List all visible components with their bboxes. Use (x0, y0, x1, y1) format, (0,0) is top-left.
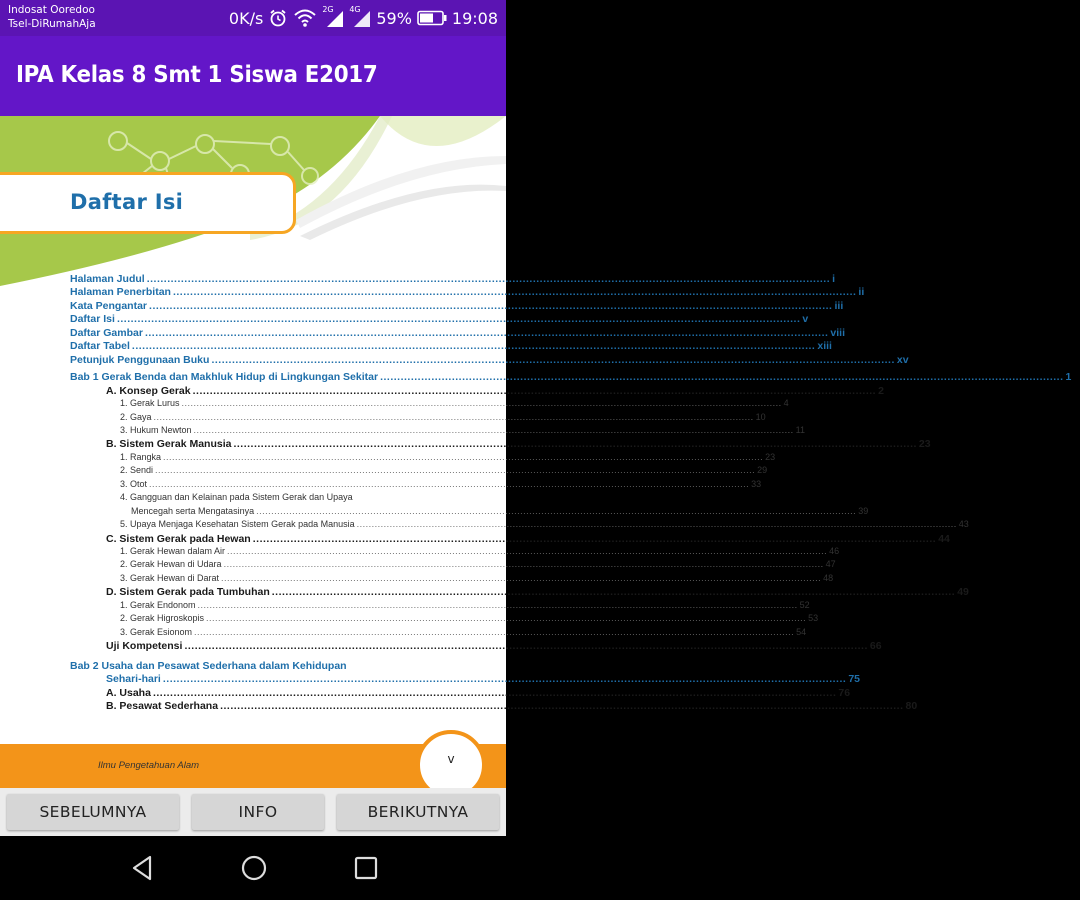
toc-entry-label: 5. Upaya Menjaga Kesehatan Sistem Gerak pada Manusia (120, 519, 355, 530)
toc-leader-dots: ........................................................................................................................................................................................................ (233, 438, 917, 451)
toc-entry (70, 660, 446, 672)
toc-entry-label: A. Usaha (106, 686, 151, 699)
toc-leader-dots: ........................................................................................................................................................................................................ (193, 424, 794, 435)
info-button[interactable]: INFO (192, 794, 324, 830)
system-nav-bar (0, 836, 506, 900)
sim2-network-type: 4G (349, 5, 361, 14)
page-heading: Daftar Isi (70, 190, 184, 214)
toc-entry (106, 700, 918, 712)
clock: 19:08 (451, 8, 498, 28)
toc-entry-page: 39 (858, 505, 869, 516)
toc-entry-page: ii (858, 286, 865, 299)
toc-entry (120, 451, 776, 462)
navigation-buttons (0, 788, 506, 836)
app-title: IPA Kelas 8 Smt 1 Siswa E2017 (16, 62, 378, 88)
toc-leader-dots: ........................................................................................................................................................................................................ (155, 465, 756, 476)
toc-entry-label: Bab 2 Usaha dan Pesawat Sederhana dalam Kehidupan (70, 659, 347, 672)
toc-entry-page: i (832, 273, 836, 285)
toc-leader-dots: ........................................................................................................................................................................................................ (223, 559, 824, 570)
wifi-icon (293, 8, 317, 28)
back-icon[interactable] (126, 852, 158, 884)
toc-leader-dots: ........................................................................................................................................................................................................ (227, 546, 828, 556)
toc-entry-page: viii (830, 326, 845, 339)
recents-icon[interactable] (350, 852, 382, 884)
toc-leader-dots: ........................................................................................................................................................................................................ (162, 673, 847, 685)
toc-leader-dots: ........................................................................................................................................................................................................ (206, 613, 807, 624)
toc-leader-dots: ........................................................................................................................................................................................................ (153, 411, 754, 422)
toc-entry-page: 49 (957, 586, 969, 599)
toc-entry-label: D. Sistem Gerak pada Tumbuhan (106, 586, 270, 599)
toc-entry-label: Bab 1 Gerak Benda dan Makhluk Hidup di Lingkungan Sekitar (70, 371, 379, 384)
toc-leader-dots: ........................................................................................................................................................................................................ (131, 340, 816, 353)
toc-entry-page: 44 (938, 532, 950, 545)
signal-icon-sim1 (322, 5, 344, 28)
toc-entry (120, 599, 810, 610)
toc-entry (120, 411, 766, 422)
toc-leader-dots: ........................................................................................................................................................................................................ (149, 299, 833, 312)
toc-entry (70, 299, 844, 312)
toc-entry (106, 640, 882, 653)
toc-entry-page: 76 (838, 686, 851, 699)
toc-entry-page: 53 (808, 613, 819, 624)
toc-leader-dots: ........................................................................................................................................................................................................ (220, 700, 904, 712)
toc-entry (70, 286, 865, 299)
toc-entry-page: 2 (878, 384, 884, 397)
toc-leader-dots: ........................................................................................................................................................................................................ (271, 586, 956, 599)
toc-entry-label: Daftar Gambar (70, 326, 143, 339)
toc-leader-dots: ........................................................................................................................................................................................................ (181, 398, 782, 409)
toc-entry-label: Daftar Tabel (70, 340, 130, 353)
toc-leader-dots: ........................................................................................................................................................................................................ (192, 384, 877, 397)
toc-entry-page: 47 (825, 559, 836, 570)
toc-entry-page: 52 (799, 599, 810, 610)
toc-entry-label: Sehari-hari (106, 673, 161, 685)
toc-leader-dots: ........................................................................................................................................................................................................ (116, 313, 801, 326)
toc-entry (120, 559, 836, 570)
toc-entry-label: Kata Pengantar (70, 299, 148, 312)
battery-icon (417, 10, 447, 26)
toc-entry (70, 340, 832, 353)
toc-entry-label: Petunjuk Penggunaan Buku (70, 353, 210, 366)
toc-entry (106, 532, 950, 545)
toc-entry-page: 80 (905, 700, 918, 712)
toc-entry-label: Daftar Isi (70, 313, 115, 326)
toc-entry (106, 673, 860, 685)
toc-entry-page: v (802, 313, 809, 326)
toc-entry (120, 572, 834, 583)
toc-entry (120, 465, 768, 476)
signal-icon-sim2 (349, 5, 371, 28)
toc-entry-label: Mencegah serta Mengatasinya (131, 505, 255, 516)
toc-entry-label: 3. Gerak Hewan di Darat (120, 572, 220, 583)
next-button[interactable]: BERIKUTNYA (337, 794, 499, 830)
toc-entry-page: 75 (848, 673, 860, 685)
battery-percent: 59% (376, 8, 412, 28)
toc-entry-label: B. Sistem Gerak Manusia (106, 438, 232, 451)
toc-entry (106, 586, 969, 599)
toc-entry (120, 613, 819, 624)
toc-leader-dots: ........................................................................................................................................................................................................ (194, 626, 795, 637)
toc-leader-dots: ........................................................................................................................................................................................................ (221, 572, 822, 583)
toc-entry (70, 273, 836, 285)
toc-entry-label: Halaman Judul (70, 273, 145, 285)
net-speed: 0K/s (228, 8, 264, 28)
toc-entry-label: 1. Gerak Endonom (120, 599, 196, 610)
toc-entry-page: 54 (796, 626, 807, 637)
sim1-network-type: 2G (322, 5, 334, 14)
toc-entry-page: 33 (751, 478, 762, 489)
app-bar (0, 36, 506, 116)
toc-leader-dots: ........................................................................................................................................................................................................ (356, 519, 957, 530)
toc-entry-label: B. Pesawat Sederhana (106, 700, 219, 712)
toc-leader-dots: ........................................................................................................................................................................................................ (152, 686, 837, 699)
toc-entry (120, 478, 762, 489)
toc-entry-page: 1 (1065, 371, 1072, 384)
toc-entry (70, 313, 809, 326)
toc-entry-page: iii (834, 299, 844, 312)
toc-entry-page: 43 (958, 519, 969, 530)
status-bar (0, 0, 506, 36)
toc-entry-label: 1. Gerak Lurus (120, 398, 180, 409)
carrier-info (8, 3, 96, 31)
toc-leader-dots: ........................................................................................................................................................................................................ (211, 353, 895, 366)
toc-entry (106, 384, 884, 397)
footer-book-title: Ilmu Pengetahuan Alam (98, 760, 200, 771)
toc-entry-label: 3. Gerak Esionom (120, 626, 193, 637)
toc-entry-label: 1. Gerak Hewan dalam Air (120, 546, 226, 556)
toc-entry (131, 505, 869, 516)
toc-leader-dots: ........................................................................................................................................................................................................ (149, 478, 750, 489)
toc-entry-page: 66 (869, 640, 882, 653)
toc-entry (70, 371, 1072, 384)
toc-leader-dots: ........................................................................................................................................................................................................ (252, 532, 937, 545)
toc-entry-label: 4. Gangguan dan Kelainan pada Sistem Gerak dan Upaya (120, 492, 353, 503)
toc-leader-dots: ........................................................................................................................................................................................................ (380, 371, 1064, 384)
toc-entry (120, 626, 807, 637)
toc-entry (120, 492, 446, 502)
toc-entry-label: 2. Gerak Hewan di Udara (120, 559, 222, 570)
toc-entry (120, 424, 805, 435)
toc-entry-label: C. Sistem Gerak pada Hewan (106, 532, 251, 545)
page-number: v (447, 752, 455, 766)
toc-leader-dots: ........................................................................................................................................................................................................ (163, 451, 764, 462)
toc-entry-page: 46 (829, 546, 840, 556)
previous-button[interactable]: SEBELUMNYA (7, 794, 179, 830)
toc-entry-label: 1. Rangka (120, 451, 162, 462)
toc-entry-label: 2. Gerak Higroskopis (120, 613, 205, 624)
toc-leader-dots: ........................................................................................................................................................................................................ (146, 273, 831, 285)
alarm-icon (268, 8, 288, 28)
status-icons (229, 7, 498, 29)
toc-entry-page: 4 (783, 398, 789, 409)
toc-entry-page: xiii (817, 340, 832, 353)
toc-entry (70, 353, 909, 366)
toc-entry-label: 3. Otot (120, 478, 148, 489)
carrier-line-2: Tsel-DiRumahAja (8, 18, 96, 30)
toc-leader-dots: ........................................................................................................................................................................................................ (172, 286, 857, 299)
toc-entry-page: 29 (757, 465, 768, 476)
toc-entry (120, 519, 969, 530)
toc-entry (120, 546, 840, 556)
toc-leader-dots: ........................................................................................................................................................................................................ (144, 326, 829, 339)
toc-entry (120, 398, 789, 409)
toc-entry-label: A. Konsep Gerak (106, 384, 191, 397)
toc-entry-page: 11 (795, 424, 805, 435)
book-page[interactable] (0, 116, 1072, 788)
toc-leader-dots: ........................................................................................................................................................................................................ (256, 505, 857, 516)
toc-entry (106, 438, 931, 451)
toc-entry-page: 10 (755, 411, 766, 422)
toc-entry-label: Uji Kompetensi (106, 640, 183, 653)
toc-entry-page: 48 (823, 572, 834, 583)
toc-entry (70, 326, 845, 339)
toc-entry-label: 2. Gaya (120, 411, 152, 422)
toc-entry (106, 686, 851, 699)
toc-entry-label: 2. Sendi (120, 465, 154, 476)
toc-entry-label: Halaman Penerbitan (70, 286, 171, 299)
toc-entry-label: 3. Hukum Newton (120, 424, 192, 435)
toc-entry-page: xv (896, 353, 909, 366)
toc-leader-dots: ........................................................................................................................................................................................................ (197, 599, 798, 610)
toc-entry-page: 23 (918, 438, 931, 451)
toc-leader-dots: ........................................................................................................................................................................................................ (184, 640, 868, 653)
carrier-line-1: Indosat Ooredoo (8, 4, 95, 16)
toc-entry-page: 23 (765, 451, 776, 462)
home-icon[interactable] (238, 852, 270, 884)
